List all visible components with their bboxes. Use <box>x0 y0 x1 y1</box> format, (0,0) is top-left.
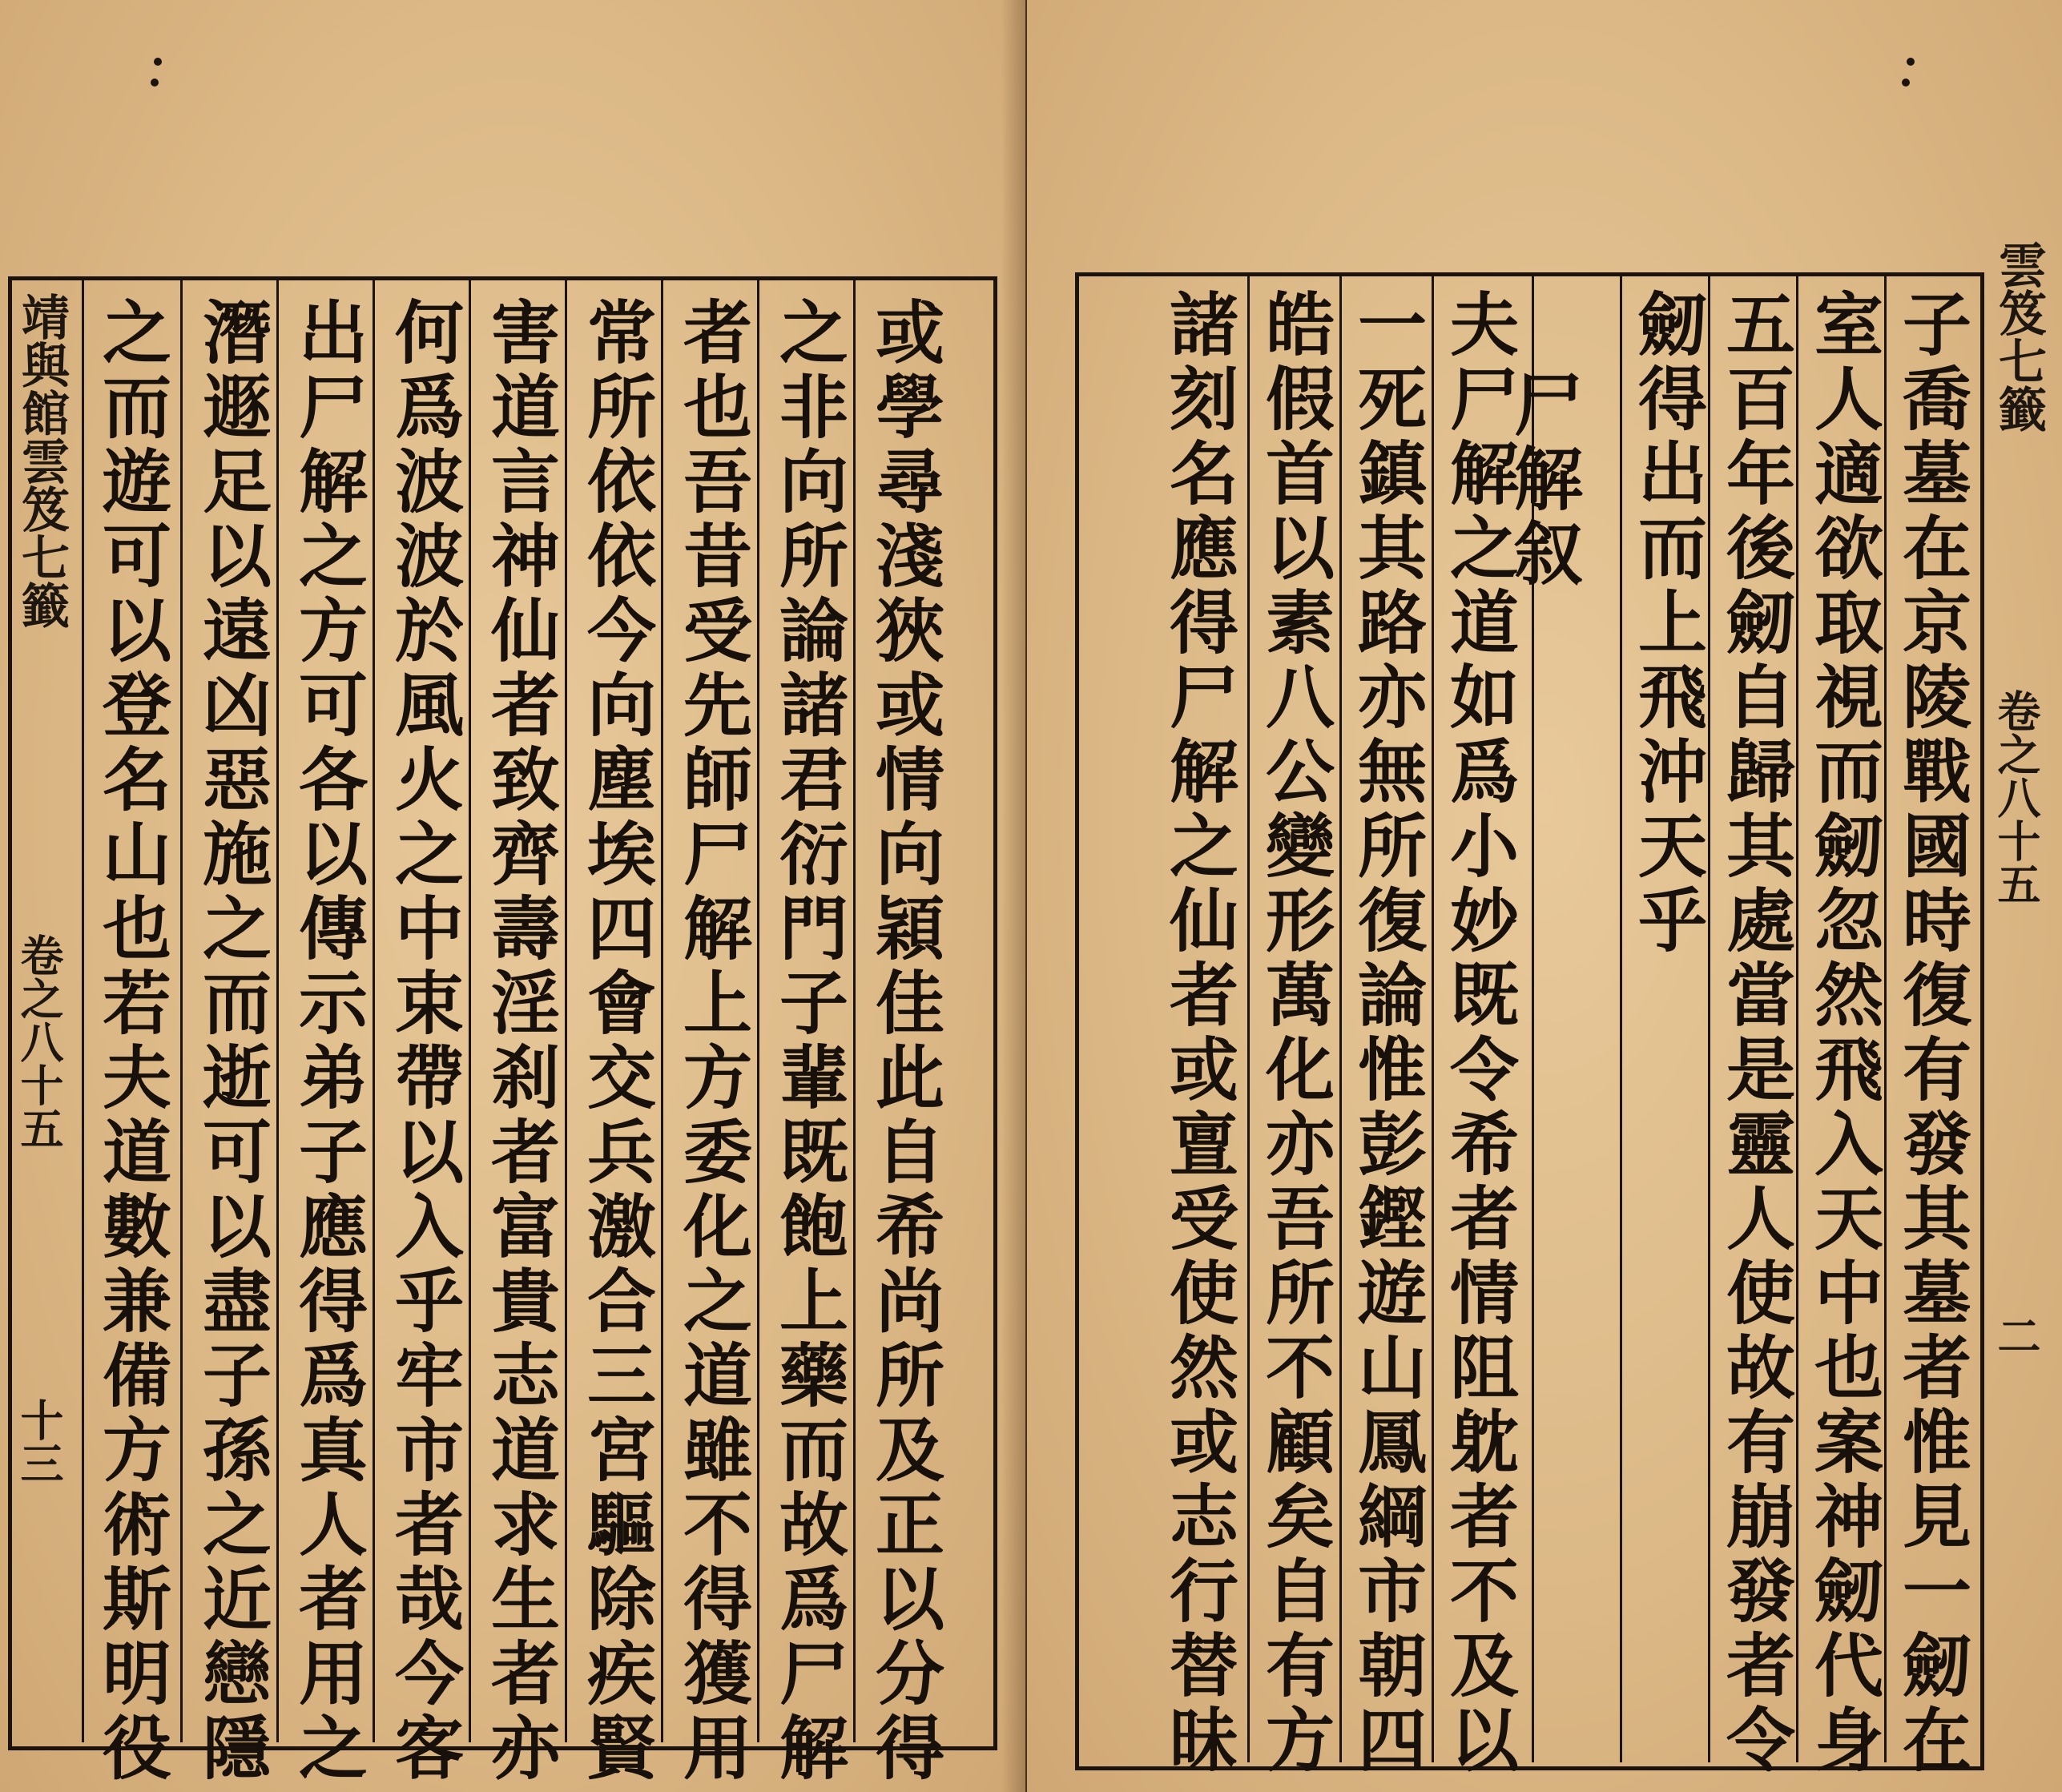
column-rule <box>1708 272 1710 1762</box>
text-column: 劒得出而上飛沖天乎 <box>1626 288 1707 959</box>
text-column: 夫尸解之道如爲小妙既令希者情阻躭者不及以 <box>1438 288 1519 1778</box>
right-page <box>1027 0 2062 1792</box>
text-column: 者也吾昔受先師尸解上方委化之道雖不得獲用 <box>671 296 752 1786</box>
left-fold-page: 十三 <box>14 1398 65 1484</box>
column-rule <box>1620 272 1622 1762</box>
section-heading: 尸解叙 <box>1502 368 1583 592</box>
right-fold-title: 雲笈七籤 <box>1991 240 2047 433</box>
column-rule <box>1247 272 1250 1762</box>
column-rule <box>1432 272 1434 1762</box>
left-fold-divider <box>82 276 84 1742</box>
ink-dot <box>1902 79 1910 87</box>
text-column: 諸刻名應得尸解之仙者或亶受使然或志行替昧 <box>1158 288 1238 1778</box>
column-rule <box>469 276 471 1742</box>
text-column: 出尸解之方可各以傳示弟子應得爲真人者用之 <box>287 296 368 1786</box>
column-rule <box>757 276 759 1742</box>
text-column: 子喬墓在京陵戰國時復有發其墓者惟見一劒在 <box>1891 288 1971 1778</box>
text-column: 或學尋淺狹或情向穎佳此自希尚所及正以分得 <box>864 296 944 1786</box>
column-rule <box>373 276 375 1742</box>
text-column: 皓假首以素八公變形萬化亦吾所不顧矣自有方 <box>1254 288 1335 1778</box>
text-column: 常所依依今向塵埃四會交兵激合三宮驅除疾賢 <box>575 296 656 1786</box>
text-column: 潛遯足以遠凶惡施之而逝可以盡子孫之近戀隱 <box>191 296 272 1786</box>
column-rule <box>276 276 279 1742</box>
column-rule <box>1884 272 1887 1762</box>
text-column: 五百年後劒自歸其處當是靈人使故有崩發者令 <box>1714 288 1795 1778</box>
column-rule <box>1796 272 1798 1762</box>
left-page <box>0 0 1025 1792</box>
text-column: 何爲波波於風火之中束帶以入乎牢市者哉今客 <box>383 296 464 1786</box>
text-column: 害道言神仙者致齊壽淫刹者富貴志道求生者亦 <box>479 296 560 1786</box>
text-column: 之非向所論諸君衍門子輩既飽上藥而故爲尸解 <box>767 296 848 1786</box>
text-column: 之而遊可以登名山也若夫道數兼備方術斯明役 <box>91 296 171 1786</box>
column-rule <box>180 276 183 1742</box>
ink-dot <box>1907 58 1915 66</box>
text-column: 室人適欲取視而劒忽然飛入天中也案神劒代身 <box>1802 288 1883 1778</box>
left-fold-title: 靖與館雲笈七籤 <box>14 292 70 629</box>
right-fold-page: 二 <box>1991 1314 2042 1357</box>
column-rule <box>1339 272 1342 1762</box>
left-fold-volume: 卷之八十五 <box>14 933 65 1150</box>
column-rule <box>661 276 663 1742</box>
right-fold-band <box>1982 240 2058 1762</box>
column-rule <box>565 276 567 1742</box>
column-rule <box>853 276 856 1742</box>
ink-dot <box>151 79 159 87</box>
ink-dot <box>154 58 162 66</box>
right-fold-volume: 卷之八十五 <box>1991 689 2042 905</box>
text-column: 一死鎮其路亦無所復論惟彭鏗遊山鳳綱市朝四 <box>1346 288 1427 1778</box>
left-fold-band <box>8 276 80 1742</box>
